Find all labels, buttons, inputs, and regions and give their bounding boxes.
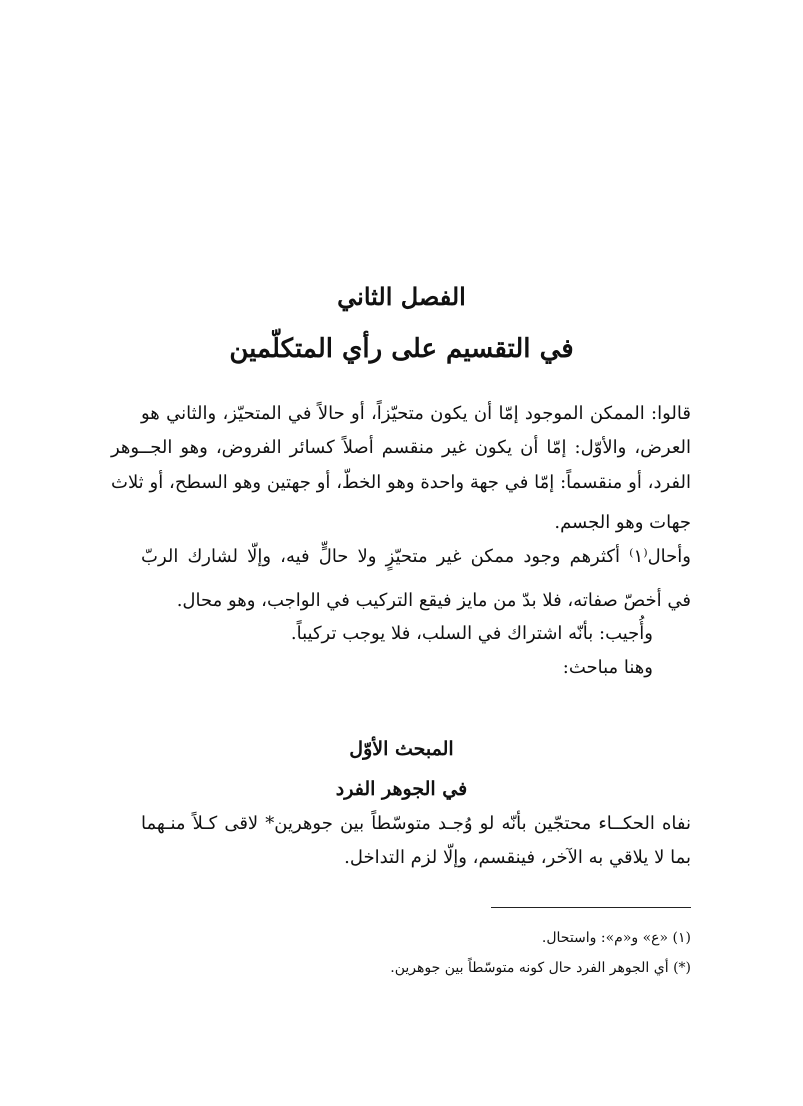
paragraph-1-line-3: الفرد، أو منقسماً: إمّا في جهة واحدة وهو الخطّ، أو جهتين وهو السطح، أو ثلاث — [111, 472, 691, 493]
section-subtitle: في الجوهر الفرد — [335, 778, 468, 800]
footnote-1: (١) «ع» و«م»: واستحال. — [541, 930, 691, 946]
paragraph-3: وأُجيب: بأنّه اشتراك في السلب، فلا يوجب تركيباً. — [290, 623, 653, 644]
paragraph-1-line-1: قالوا: الممكن الموجود إمّا أن يكون متحيّزاً، أو حالاً في المتحيّز، والثاني هو — [141, 403, 691, 424]
footnote-divider — [491, 907, 691, 908]
paragraph-2-line-2: في أخصّ صفاته، فلا بدّ من مايز فيقع التركيب في الواجب، وهو محال. — [176, 590, 691, 611]
chapter-subtitle: في التقسيم على رأي المتكلّمين — [229, 334, 574, 364]
footnote-2: (*) أي الجوهر الفرد حال كونه متوسّطاً بين جوهرين. — [390, 960, 691, 976]
paragraph-4: وهنا مباحث: — [562, 657, 653, 678]
paragraph-1-line-4: جهات وهو الجسم. — [554, 512, 691, 533]
chapter-title: الفصل الثاني — [337, 282, 466, 311]
section-paragraph-line-1: نفاه الحكــاء محتجّين بأنّه لو وُجـد متوسّطاً بين جوهرين* لاقى كـلاً منـهما — [141, 813, 691, 834]
paragraph-2-line-1: وأحال⁽١⁾ أكثرهم وجود ممكن غير متحيّزٍ ولا حالٍّ فيه، وإلّا لشارك الربّ — [141, 546, 691, 567]
paragraph-1-line-2: العرض، والأوّل: إمّا أن يكون غير منقسم أصلاً كسائر الفروض، وهو الجــوهر — [111, 437, 691, 458]
section-title: المبحث الأوّل — [349, 738, 454, 760]
section-paragraph-line-2: بما لا يلاقي به الآخر، فينقسم، وإلّا لزم التداخل. — [344, 847, 691, 868]
